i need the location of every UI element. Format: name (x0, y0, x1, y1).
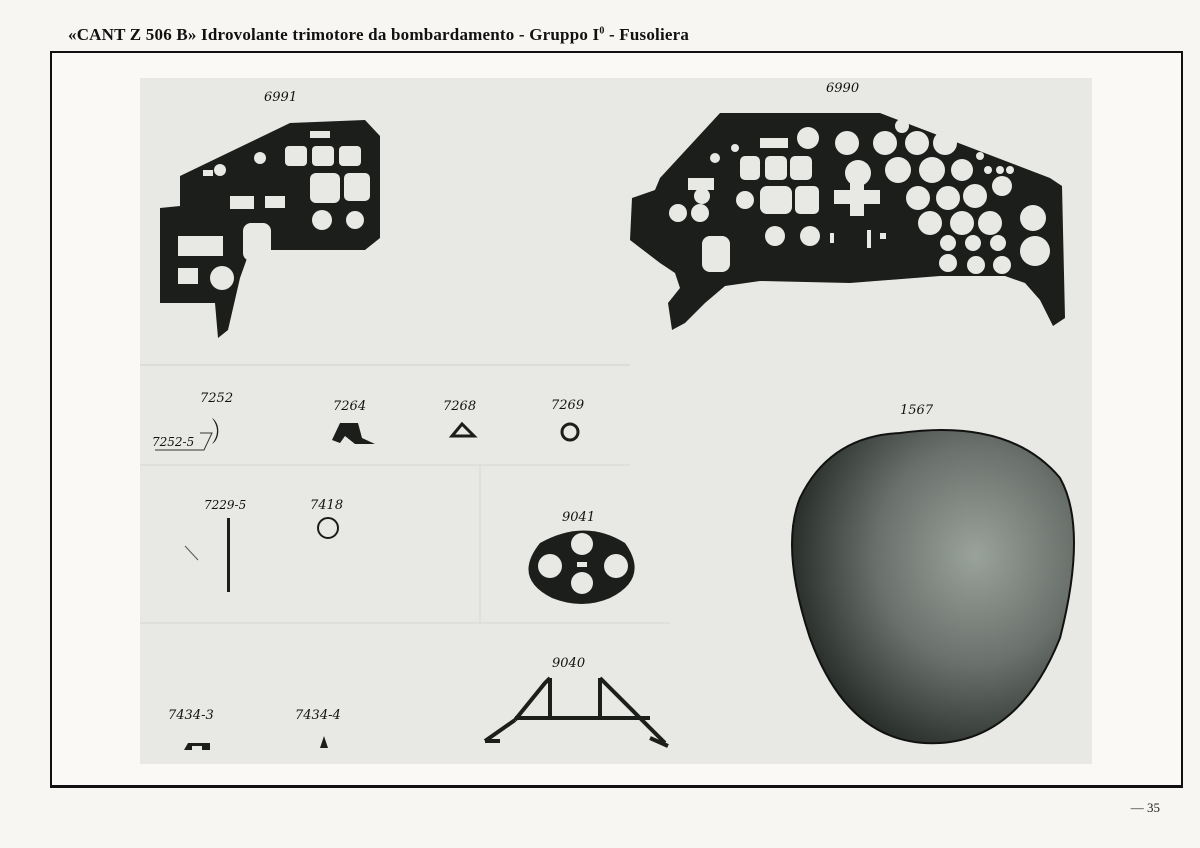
page-header-title (68, 25, 689, 45)
header-title-text: «CANT Z 506 B» Idrovolante trimotore da bombardamento - Gruppo I (68, 25, 600, 44)
label-7434-3: 7434-3 (168, 708, 214, 723)
label-7264: 7264 (333, 399, 367, 414)
label-7434-4: 7434-4 (295, 708, 341, 723)
part-7229-5-rod (227, 518, 230, 592)
part-7268-shape (452, 424, 474, 436)
part-1567-cover (792, 430, 1074, 743)
header-title-tail: - Fusoliera (604, 25, 690, 44)
label-1567: 1567 (900, 403, 934, 418)
part-7269-ring (562, 424, 578, 440)
part-7418-ring (318, 518, 338, 538)
label-7269: 7269 (551, 398, 585, 413)
part-7434-3-shape (184, 743, 210, 750)
label-6990: 6990 (826, 81, 860, 96)
label-7268: 7268 (443, 399, 477, 414)
label-6991: 6991 (264, 90, 298, 105)
label-9040: 9040 (552, 656, 586, 671)
part-7252-shape (212, 418, 218, 444)
instrument-panel-6991 (160, 120, 380, 338)
part-9040-frame (485, 678, 668, 746)
part-7229-5-mark (185, 546, 198, 560)
page-number: — 35 (1130, 800, 1160, 815)
part-7264-shape (332, 423, 375, 444)
label-7418: 7418 (310, 498, 344, 513)
instrument-panel-6990 (630, 113, 1065, 330)
label-9041: 9041 (562, 510, 596, 525)
part-7434-4-shape (320, 736, 328, 748)
header-title-superscript: 0 (599, 25, 605, 37)
label-7252-5: 7252-5 (152, 435, 195, 449)
parts-photo (140, 78, 1092, 764)
photo-plate (140, 78, 1092, 764)
label-7229-5: 7229-5 (204, 498, 247, 512)
label-7252: 7252 (200, 391, 234, 406)
part-9041-plate (528, 531, 634, 605)
